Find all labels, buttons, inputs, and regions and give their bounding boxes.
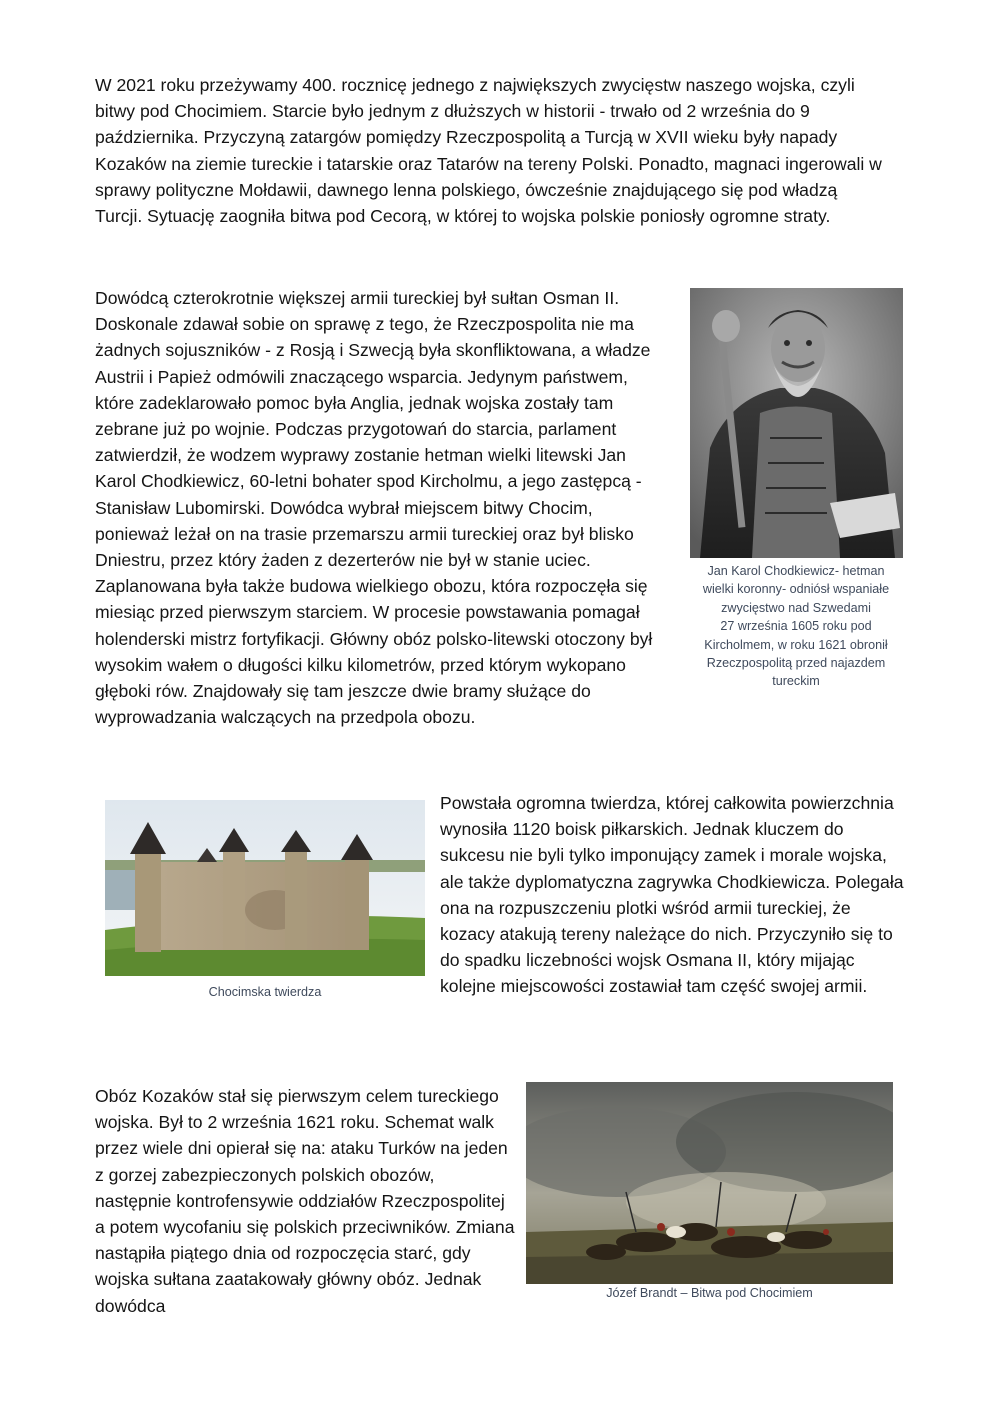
fortress-photo: [105, 800, 425, 976]
fortress-caption: Chocimska twierdza: [208, 985, 322, 999]
portrait-caption-line: 27 września 1605 roku pod: [720, 619, 872, 634]
portrait-caption-line: Rzeczpospolitą przed najazdem: [706, 656, 886, 671]
chodkiewicz-portrait: [690, 288, 903, 558]
fortress-text: Powstała ogromna twierdza, której całkowita powierzchnia wynosiła 1120 boisk piłkarskich. Jednak kluczem do sukcesu nie byli tylko imponujący zamek i morale wojska, ale także dyplomatyczna zagrywka Chodkiewicza. Polegała ona na rozpuszczeniu plotki wśród armii tureckiej, że kozacy atakują tereny należące do nich. Przyczyniło się to do spadku liczebności wojsk Osmana II, który mijając kolejne miejscowości zostawiał tam część swojej armii.: [440, 793, 904, 997]
cossacks-text: Obóz Kozaków stał się pierwszym celem tureckiego wojska. Był to 2 września 1621 roku. Schemat walk przez wiele dni opierał się na: ataku Turków na jeden z gorzej zabezpieczonych polskich obozów, następnie kontrofensywie oddziałów Rzeczpospolitej a potem wycofaniu się polskich przeciwników. Zmiana nastąpiła piątego dnia od rozpoczęcia starć, gdy wojska sułtana zaatakowały główny obóz. Jednak dowódca: [95, 1086, 515, 1316]
portrait-caption-line: zwycięstwo nad Szwedami: [721, 600, 871, 615]
portrait-caption-line: Jan Karol Chodkiewicz- hetman: [707, 564, 885, 578]
intro-paragraph: [95, 72, 885, 229]
battle-caption: Józef Brandt – Bitwa pod Chocimiem: [606, 1286, 813, 1300]
commander-text: Dowódcą czterokrotnie większej armii tureckiej był sułtan Osman II. Doskonale zdawał sobie on sprawę z tego, że Rzeczpospolita nie ma żadnych sojuszników - z Rosją i Szwecją była skonfliktowana, a władze Austrii i Papież odmówili znaczącego wsparcia. Jedynym państwem, które zadeklarowało pomoc była Anglia, jednak wojska zostały tam zebrane już po wojnie. Podczas przygotowań do starcia, parlament zatwierdził, że wodzem wyprawy zostanie hetman wielki litewski Jan Karol Chodkiewicz, 60-letni bohater spod Kircholmu, a jego zastępcą - Stanisław Lubomirski. Dowódca wybrał miejscem bitwy Chocim, ponieważ leżał on na trasie przemarszu armii tureckiej oraz był blisko Dniestru, przez który żaden z dezerterów nie był w stanie uciec. Zaplanowana była także budowa wielkiego obozu, która rozpoczęła się miesiąc przed pierwszym starciem. W procesie powstawania pomagał holenderski mistrz fortyfikacji. Główny obóz polsko-litewski otoczony był wysokim wałem o długości kilku kilometrów, przed którym wykopano głęboki rów. Znajdowały się tam jeszcze dwie bramy służące do wyprowadzania walczących na przedpola obozu.: [95, 288, 653, 728]
portrait-caption-line: Kircholmem, w roku 1621 obronił: [704, 637, 888, 652]
portrait-caption-line: tureckim: [772, 674, 820, 689]
battle-painting: [526, 1082, 893, 1284]
cossacks-paragraph: [95, 1083, 515, 1319]
portrait-caption: [668, 562, 924, 691]
commander-paragraph: [95, 285, 670, 730]
fortress-paragraph: [440, 790, 910, 1000]
intro-text: W 2021 roku przeżywamy 400. rocznicę jednego z największych zwycięstw naszego wojska, czyli bitwy pod Chocimiem. Starcie było jednym z dłuższych w historii - trwało od 2 września do 9 października. Przyczyną zatargów pomiędzy Rzeczpospolitą a Turcją w XVII wieku były napady Kozaków na ziemie tureckie i tatarskie oraz Tatarów na tereny Polski. Ponadto, magnaci ingerowali w sprawy polityczne Mołdawii, dawnego lenna polskiego, ówcześnie znajdującego się pod władzą Turcji. Sytuację zaogniła bitwa pod Cecorą, w której to wojska polskie poniosły ogromne straty.: [95, 75, 882, 227]
portrait-caption-line: wielki koronny- odniósł wspaniałe: [702, 582, 890, 597]
